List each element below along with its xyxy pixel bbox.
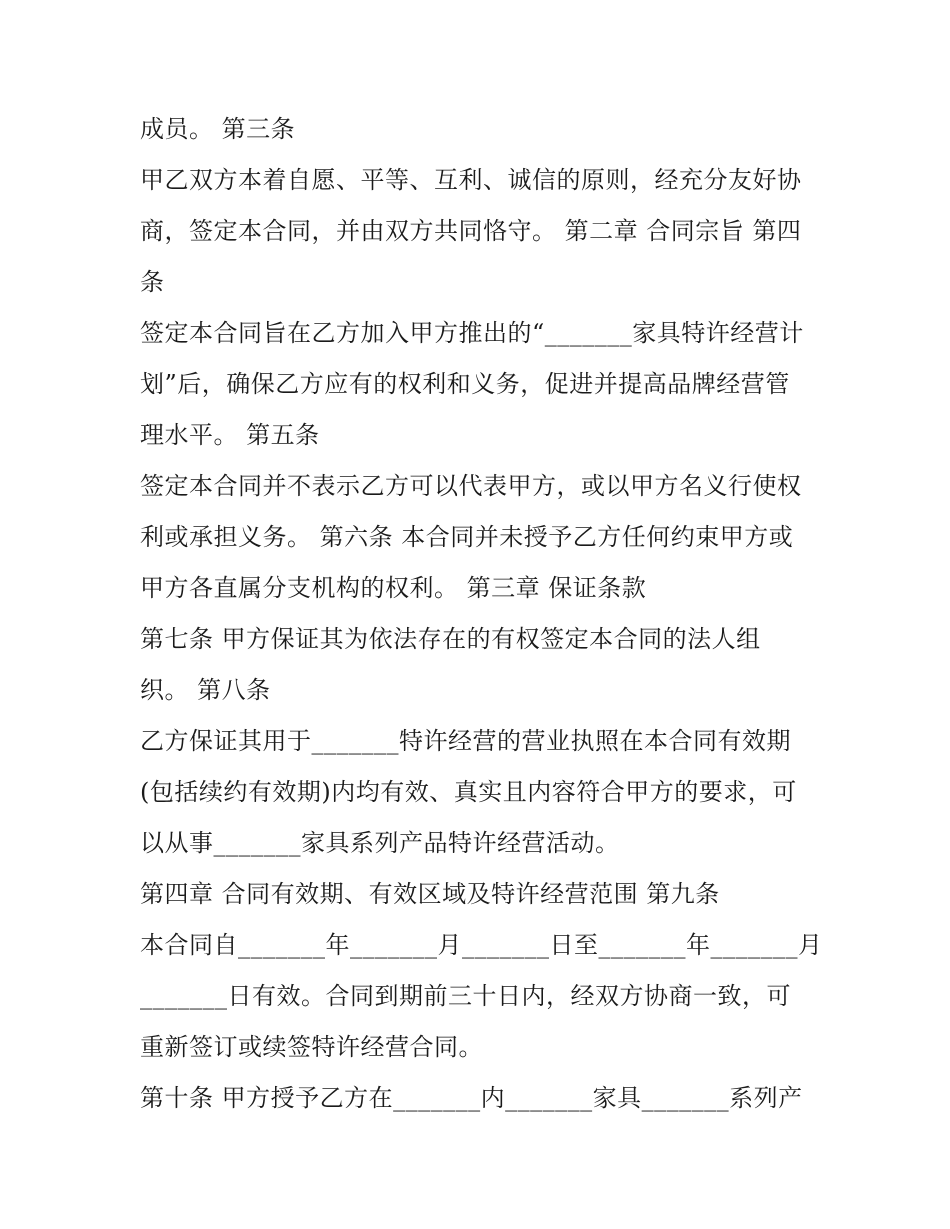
text-line: 第七条 甲方保证其为依法存在的有权签定本合同的法人组: [140, 625, 761, 653]
text-line: 签定本合同并不表示乙方可以代表甲方，或以甲方名义行使权: [140, 472, 802, 500]
text-line: 划”后，确保乙方应有的权利和义务，促进并提高品牌经营管: [140, 370, 790, 398]
text-line: 成员。 第三条: [140, 115, 296, 143]
text-line: 乙方保证其用于_______特许经营的营业执照在本合同有效期: [140, 727, 791, 755]
text-line: 商，签定本合同，并由双方共同恪守。 第二章 合同宗旨 第四: [140, 217, 802, 245]
text-line: 签定本合同旨在乙方加入甲方推出的“_______家具特许经营计: [140, 319, 804, 347]
text-line: 第十条 甲方授予乙方在_______内_______家具_______系列产: [140, 1084, 803, 1112]
document-body: [140, 104, 840, 1124]
text-line: 以从事_______家具系列产品特许经营活动。: [140, 829, 620, 857]
text-line: 条: [140, 268, 165, 296]
text-line: 理水平。 第五条: [140, 421, 320, 449]
text-line: _______日有效。合同到期前三十日内，经双方协商一致，可: [140, 982, 791, 1010]
text-line: 织。 第八条: [140, 676, 271, 704]
text-line: 本合同自_______年_______月_______日至_______年_______月: [140, 931, 823, 959]
text-line: 甲乙双方本着自愿、平等、互利、诚信的原则，经充分友好协: [140, 166, 802, 194]
text-line: 重新签订或续签特许经营合同。: [140, 1033, 483, 1061]
text-line: 甲方各直属分支机构的权利。 第三章 保证条款: [140, 574, 647, 602]
text-line: 第四章 合同有效期、有效区域及特许经营范围 第九条: [140, 880, 720, 908]
text-line: 利或承担义务。 第六条 本合同并未授予乙方任何约束甲方或: [140, 523, 794, 551]
text-line: (包括续约有效期)内均有效、真实且内容符合甲方的要求，可: [140, 778, 797, 806]
